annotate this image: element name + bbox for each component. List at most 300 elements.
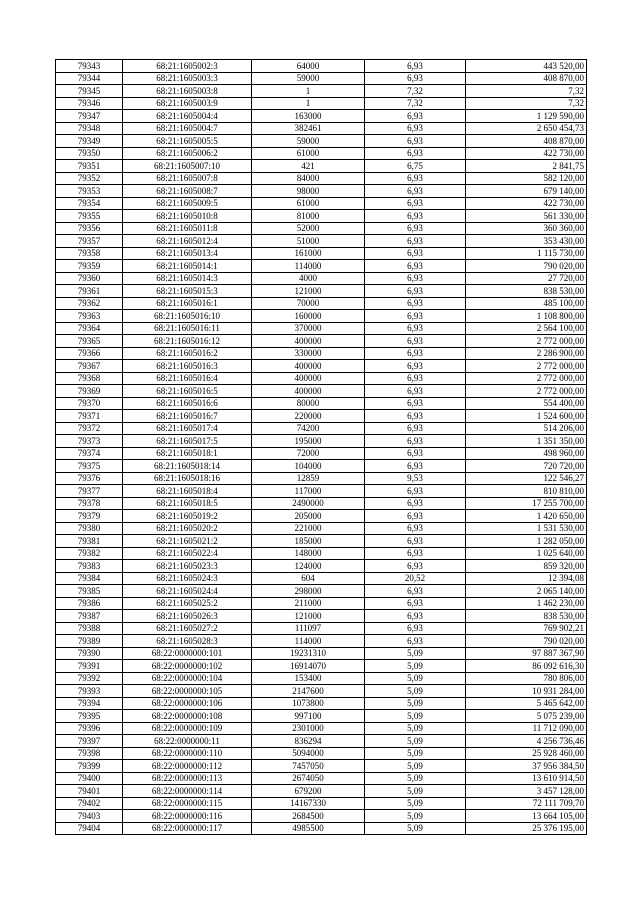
cadastral-number-cell: 68:21:1605016:5 <box>123 385 252 398</box>
table-row <box>56 547 587 560</box>
area-cell: 382461 <box>252 122 365 135</box>
table-row <box>56 535 587 548</box>
cadastral-number-cell: 68:21:1605007:10 <box>123 160 252 173</box>
rate-cell: 6,93 <box>365 272 466 285</box>
table-row <box>56 285 587 298</box>
row-number-cell: 79379 <box>56 510 123 523</box>
row-number-cell: 79372 <box>56 422 123 435</box>
amount-cell: 2 772 000,00 <box>466 335 587 348</box>
row-number-cell: 79343 <box>56 60 123 73</box>
rate-cell: 7,32 <box>365 85 466 98</box>
area-cell: 400000 <box>252 385 365 398</box>
amount-cell: 10 931 284,00 <box>466 685 587 698</box>
amount-cell: 1 420 650,00 <box>466 510 587 523</box>
area-cell: 80000 <box>252 397 365 410</box>
cadastral-number-cell: 68:22:0000000:106 <box>123 697 252 710</box>
table-row <box>56 397 587 410</box>
rate-cell: 6,93 <box>365 547 466 560</box>
amount-cell: 859 320,00 <box>466 560 587 573</box>
cadastral-number-cell: 68:22:0000000:102 <box>123 660 252 673</box>
table-row <box>56 735 587 748</box>
table-row <box>56 372 587 385</box>
amount-cell: 353 430,00 <box>466 235 587 248</box>
row-number-cell: 79398 <box>56 747 123 760</box>
table-row <box>56 172 587 185</box>
amount-cell: 1 282 050,00 <box>466 535 587 548</box>
table-row <box>56 360 587 373</box>
area-cell: 185000 <box>252 535 365 548</box>
amount-cell: 408 870,00 <box>466 72 587 85</box>
table-row <box>56 135 587 148</box>
table-row <box>56 810 587 823</box>
area-cell: 211000 <box>252 597 365 610</box>
amount-cell: 1 115 730,00 <box>466 247 587 260</box>
rate-cell: 6,93 <box>365 72 466 85</box>
rate-cell: 5,09 <box>365 822 466 835</box>
cadastral-number-cell: 68:22:0000000:114 <box>123 785 252 798</box>
row-number-cell: 79387 <box>56 610 123 623</box>
row-number-cell: 79388 <box>56 622 123 635</box>
area-cell: 121000 <box>252 285 365 298</box>
cadastral-number-cell: 68:21:1605018:16 <box>123 472 252 485</box>
rate-cell: 5,09 <box>365 797 466 810</box>
amount-cell: 1 108 800,00 <box>466 310 587 323</box>
row-number-cell: 79353 <box>56 185 123 198</box>
rate-cell: 5,09 <box>365 810 466 823</box>
row-number-cell: 79381 <box>56 535 123 548</box>
rate-cell: 5,09 <box>365 697 466 710</box>
table-row <box>56 222 587 235</box>
table-row <box>56 422 587 435</box>
area-cell: 59000 <box>252 135 365 148</box>
rate-cell: 6,93 <box>365 297 466 310</box>
amount-cell: 838 530,00 <box>466 610 587 623</box>
cadastral-number-cell: 68:22:0000000:113 <box>123 772 252 785</box>
amount-cell: 498 960,00 <box>466 447 587 460</box>
area-cell: 121000 <box>252 610 365 623</box>
table-row <box>56 797 587 810</box>
cadastral-number-cell: 68:22:0000000:110 <box>123 747 252 760</box>
area-cell: 298000 <box>252 585 365 598</box>
amount-cell: 554 400,00 <box>466 397 587 410</box>
cadastral-number-cell: 68:21:1605012:4 <box>123 235 252 248</box>
rate-cell: 6,93 <box>365 585 466 598</box>
table-row <box>56 760 587 773</box>
row-number-cell: 79394 <box>56 697 123 710</box>
row-number-cell: 79359 <box>56 260 123 273</box>
area-cell: 19231310 <box>252 647 365 660</box>
rate-cell: 6,93 <box>365 147 466 160</box>
area-cell: 997100 <box>252 710 365 723</box>
row-number-cell: 79391 <box>56 660 123 673</box>
amount-cell: 25 376 195,00 <box>466 822 587 835</box>
row-number-cell: 79370 <box>56 397 123 410</box>
table-row <box>56 410 587 423</box>
table-row <box>56 185 587 198</box>
rate-cell: 6,93 <box>365 360 466 373</box>
row-number-cell: 79401 <box>56 785 123 798</box>
rate-cell: 6,93 <box>365 460 466 473</box>
amount-cell: 561 330,00 <box>466 210 587 223</box>
amount-cell: 7,32 <box>466 97 587 110</box>
row-number-cell: 79375 <box>56 460 123 473</box>
amount-cell: 485 100,00 <box>466 297 587 310</box>
amount-cell: 1 524 600,00 <box>466 410 587 423</box>
table-row <box>56 447 587 460</box>
row-number-cell: 79396 <box>56 722 123 735</box>
cadastral-number-cell: 68:21:1605017:4 <box>123 422 252 435</box>
amount-cell: 810 810,00 <box>466 485 587 498</box>
area-cell: 604 <box>252 572 365 585</box>
cadastral-number-cell: 68:21:1605002:3 <box>123 60 252 73</box>
row-number-cell: 79403 <box>56 810 123 823</box>
amount-cell: 1 531 530,00 <box>466 522 587 535</box>
row-number-cell: 79383 <box>56 560 123 573</box>
row-number-cell: 79352 <box>56 172 123 185</box>
table-row <box>56 772 587 785</box>
rate-cell: 5,09 <box>365 785 466 798</box>
rate-cell: 5,09 <box>365 647 466 660</box>
rate-cell: 6,93 <box>365 185 466 198</box>
rate-cell: 6,93 <box>365 435 466 448</box>
cadastral-number-cell: 68:21:1605025:2 <box>123 597 252 610</box>
area-cell: 221000 <box>252 522 365 535</box>
amount-cell: 13 610 914,50 <box>466 772 587 785</box>
row-number-cell: 79364 <box>56 322 123 335</box>
area-cell: 114000 <box>252 260 365 273</box>
table-row <box>56 435 587 448</box>
cadastral-number-cell: 68:21:1605016:10 <box>123 310 252 323</box>
table-row <box>56 247 587 260</box>
cadastral-number-cell: 68:21:1605006:2 <box>123 147 252 160</box>
area-cell: 160000 <box>252 310 365 323</box>
row-number-cell: 79361 <box>56 285 123 298</box>
amount-cell: 2 772 000,00 <box>466 385 587 398</box>
area-cell: 161000 <box>252 247 365 260</box>
row-number-cell: 79360 <box>56 272 123 285</box>
table-row <box>56 347 587 360</box>
table-row <box>56 147 587 160</box>
row-number-cell: 79365 <box>56 335 123 348</box>
row-number-cell: 79368 <box>56 372 123 385</box>
area-cell: 72000 <box>252 447 365 460</box>
amount-cell: 1 129 590,00 <box>466 110 587 123</box>
amount-cell: 12 394,08 <box>466 572 587 585</box>
cadastral-number-cell: 68:21:1605022:4 <box>123 547 252 560</box>
row-number-cell: 79358 <box>56 247 123 260</box>
amount-cell: 769 902,21 <box>466 622 587 635</box>
area-cell: 1073800 <box>252 697 365 710</box>
area-cell: 148000 <box>252 547 365 560</box>
rate-cell: 5,09 <box>365 760 466 773</box>
cadastral-number-cell: 68:22:0000000:112 <box>123 760 252 773</box>
table-row <box>56 597 587 610</box>
amount-cell: 2 772 000,00 <box>466 360 587 373</box>
row-number-cell: 79380 <box>56 522 123 535</box>
rate-cell: 6,93 <box>365 610 466 623</box>
cadastral-number-cell: 68:22:0000000:108 <box>123 710 252 723</box>
amount-cell: 5 075 239,00 <box>466 710 587 723</box>
rate-cell: 6,93 <box>365 447 466 460</box>
cadastral-number-cell: 68:22:0000000:101 <box>123 647 252 660</box>
row-number-cell: 79362 <box>56 297 123 310</box>
cadastral-number-cell: 68:21:1605019:2 <box>123 510 252 523</box>
cadastral-number-cell: 68:22:0000000:109 <box>123 722 252 735</box>
row-number-cell: 79354 <box>56 197 123 210</box>
rate-cell: 5,09 <box>365 672 466 685</box>
amount-cell: 443 520,00 <box>466 60 587 73</box>
area-cell: 195000 <box>252 435 365 448</box>
amount-cell: 360 360,00 <box>466 222 587 235</box>
table-row <box>56 60 587 73</box>
table-row <box>56 297 587 310</box>
rate-cell: 6,93 <box>365 247 466 260</box>
table-row <box>56 460 587 473</box>
area-cell: 400000 <box>252 372 365 385</box>
rate-cell: 6,93 <box>365 497 466 510</box>
area-cell: 61000 <box>252 197 365 210</box>
amount-cell: 17 255 700,00 <box>466 497 587 510</box>
area-cell: 400000 <box>252 335 365 348</box>
row-number-cell: 79393 <box>56 685 123 698</box>
cadastral-number-cell: 68:22:0000000:115 <box>123 797 252 810</box>
amount-cell: 582 120,00 <box>466 172 587 185</box>
area-cell: 12859 <box>252 472 365 485</box>
table-row <box>56 522 587 535</box>
amount-cell: 2 650 454,73 <box>466 122 587 135</box>
cadastral-number-cell: 68:21:1605016:11 <box>123 322 252 335</box>
amount-cell: 4 256 736,46 <box>466 735 587 748</box>
table-row <box>56 710 587 723</box>
amount-cell: 2 772 000,00 <box>466 372 587 385</box>
area-cell: 421 <box>252 160 365 173</box>
cadastral-number-cell: 68:21:1605010:8 <box>123 210 252 223</box>
amount-cell: 838 530,00 <box>466 285 587 298</box>
rate-cell: 6,75 <box>365 160 466 173</box>
amount-cell: 7,32 <box>466 85 587 98</box>
table-row <box>56 660 587 673</box>
area-cell: 81000 <box>252 210 365 223</box>
area-cell: 163000 <box>252 110 365 123</box>
cadastral-number-cell: 68:21:1605008:7 <box>123 185 252 198</box>
amount-cell: 2 564 100,00 <box>466 322 587 335</box>
area-cell: 1 <box>252 85 365 98</box>
row-number-cell: 79374 <box>56 447 123 460</box>
table-row <box>56 322 587 335</box>
cadastral-number-cell: 68:21:1605016:2 <box>123 347 252 360</box>
area-cell: 5094000 <box>252 747 365 760</box>
row-number-cell: 79395 <box>56 710 123 723</box>
row-number-cell: 79348 <box>56 122 123 135</box>
table-row <box>56 272 587 285</box>
area-cell: 51000 <box>252 235 365 248</box>
amount-cell: 422 730,00 <box>466 147 587 160</box>
row-number-cell: 79363 <box>56 310 123 323</box>
rate-cell: 6,93 <box>365 385 466 398</box>
amount-cell: 780 806,00 <box>466 672 587 685</box>
area-cell: 400000 <box>252 360 365 373</box>
cadastral-number-cell: 68:21:1605004:4 <box>123 110 252 123</box>
area-cell: 84000 <box>252 172 365 185</box>
rate-cell: 6,93 <box>365 635 466 648</box>
area-cell: 74200 <box>252 422 365 435</box>
amount-cell: 679 140,00 <box>466 185 587 198</box>
cadastral-number-cell: 68:21:1605016:4 <box>123 372 252 385</box>
cadastral-number-cell: 68:21:1605016:7 <box>123 410 252 423</box>
amount-cell: 25 928 460,00 <box>466 747 587 760</box>
amount-cell: 13 664 105,00 <box>466 810 587 823</box>
row-number-cell: 79366 <box>56 347 123 360</box>
rate-cell: 6,93 <box>365 222 466 235</box>
cadastral-number-cell: 68:21:1605018:5 <box>123 497 252 510</box>
data-table <box>55 59 587 835</box>
cadastral-number-cell: 68:21:1605018:14 <box>123 460 252 473</box>
rate-cell: 6,93 <box>365 135 466 148</box>
area-cell: 2301000 <box>252 722 365 735</box>
cadastral-number-cell: 68:22:0000000:116 <box>123 810 252 823</box>
area-cell: 679200 <box>252 785 365 798</box>
table-row <box>56 72 587 85</box>
area-cell: 1 <box>252 97 365 110</box>
rate-cell: 6,93 <box>365 122 466 135</box>
rate-cell: 5,09 <box>365 660 466 673</box>
row-number-cell: 79382 <box>56 547 123 560</box>
area-cell: 2490000 <box>252 497 365 510</box>
cadastral-number-cell: 68:22:0000000:104 <box>123 672 252 685</box>
amount-cell: 86 092 616,30 <box>466 660 587 673</box>
row-number-cell: 79385 <box>56 585 123 598</box>
row-number-cell: 79378 <box>56 497 123 510</box>
row-number-cell: 79399 <box>56 760 123 773</box>
cadastral-number-cell: 68:21:1605021:2 <box>123 535 252 548</box>
area-cell: 153400 <box>252 672 365 685</box>
row-number-cell: 79346 <box>56 97 123 110</box>
rate-cell: 6,93 <box>365 485 466 498</box>
cadastral-number-cell: 68:21:1605018:4 <box>123 485 252 498</box>
rate-cell: 6,93 <box>365 535 466 548</box>
area-cell: 370000 <box>252 322 365 335</box>
row-number-cell: 79344 <box>56 72 123 85</box>
row-number-cell: 79349 <box>56 135 123 148</box>
cadastral-number-cell: 68:21:1605016:6 <box>123 397 252 410</box>
table-row <box>56 572 587 585</box>
table-row <box>56 822 587 835</box>
cadastral-number-cell: 68:22:0000000:105 <box>123 685 252 698</box>
rate-cell: 6,93 <box>365 335 466 348</box>
area-cell: 836294 <box>252 735 365 748</box>
table-row <box>56 610 587 623</box>
cadastral-number-cell: 68:22:0000000:117 <box>123 822 252 835</box>
rate-cell: 6,93 <box>365 597 466 610</box>
table-row <box>56 472 587 485</box>
rate-cell: 6,93 <box>365 347 466 360</box>
table-row <box>56 647 587 660</box>
rate-cell: 7,32 <box>365 97 466 110</box>
cadastral-number-cell: 68:21:1605016:1 <box>123 297 252 310</box>
area-cell: 70000 <box>252 297 365 310</box>
row-number-cell: 79355 <box>56 210 123 223</box>
area-cell: 104000 <box>252 460 365 473</box>
cadastral-number-cell: 68:21:1605009:5 <box>123 197 252 210</box>
area-cell: 4000 <box>252 272 365 285</box>
row-number-cell: 79402 <box>56 797 123 810</box>
row-number-cell: 79345 <box>56 85 123 98</box>
row-number-cell: 79377 <box>56 485 123 498</box>
amount-cell: 5 465 642,00 <box>466 697 587 710</box>
rate-cell: 5,09 <box>365 722 466 735</box>
row-number-cell: 79389 <box>56 635 123 648</box>
table-row <box>56 497 587 510</box>
amount-cell: 11 712 090,00 <box>466 722 587 735</box>
cadastral-number-cell: 68:21:1605004:7 <box>123 122 252 135</box>
table-row <box>56 385 587 398</box>
table-row <box>56 747 587 760</box>
rate-cell: 9,53 <box>365 472 466 485</box>
cadastral-number-cell: 68:21:1605028:3 <box>123 635 252 648</box>
cadastral-number-cell: 68:21:1605026:3 <box>123 610 252 623</box>
table-row <box>56 697 587 710</box>
table-row <box>56 97 587 110</box>
row-number-cell: 79392 <box>56 672 123 685</box>
area-cell: 330000 <box>252 347 365 360</box>
amount-cell: 2 065 140,00 <box>466 585 587 598</box>
table-row <box>56 722 587 735</box>
rate-cell: 6,93 <box>365 60 466 73</box>
cadastral-number-cell: 68:21:1605003:8 <box>123 85 252 98</box>
cadastral-number-cell: 68:21:1605016:12 <box>123 335 252 348</box>
cadastral-number-cell: 68:21:1605003:3 <box>123 72 252 85</box>
table-row <box>56 110 587 123</box>
cadastral-number-cell: 68:21:1605003:9 <box>123 97 252 110</box>
amount-cell: 1 025 640,00 <box>466 547 587 560</box>
rate-cell: 6,93 <box>365 522 466 535</box>
table-row <box>56 510 587 523</box>
area-cell: 59000 <box>252 72 365 85</box>
amount-cell: 422 730,00 <box>466 197 587 210</box>
area-cell: 205000 <box>252 510 365 523</box>
rate-cell: 6,93 <box>365 260 466 273</box>
rate-cell: 6,93 <box>365 372 466 385</box>
area-cell: 4985500 <box>252 822 365 835</box>
rate-cell: 6,93 <box>365 197 466 210</box>
row-number-cell: 79400 <box>56 772 123 785</box>
rate-cell: 6,93 <box>365 622 466 635</box>
rate-cell: 6,93 <box>365 322 466 335</box>
row-number-cell: 79356 <box>56 222 123 235</box>
amount-cell: 408 870,00 <box>466 135 587 148</box>
area-cell: 114000 <box>252 635 365 648</box>
row-number-cell: 79369 <box>56 385 123 398</box>
amount-cell: 790 020,00 <box>466 260 587 273</box>
rate-cell: 20,52 <box>365 572 466 585</box>
area-cell: 111097 <box>252 622 365 635</box>
cadastral-number-cell: 68:21:1605020:2 <box>123 522 252 535</box>
cadastral-number-cell: 68:21:1605007:8 <box>123 172 252 185</box>
table-row <box>56 585 587 598</box>
table-body <box>56 60 587 835</box>
cadastral-number-cell: 68:21:1605018:1 <box>123 447 252 460</box>
rate-cell: 6,93 <box>365 397 466 410</box>
table-row <box>56 335 587 348</box>
area-cell: 2684500 <box>252 810 365 823</box>
table-row <box>56 122 587 135</box>
rate-cell: 5,09 <box>365 747 466 760</box>
cadastral-number-cell: 68:21:1605011:8 <box>123 222 252 235</box>
row-number-cell: 79384 <box>56 572 123 585</box>
rate-cell: 6,93 <box>365 422 466 435</box>
amount-cell: 790 020,00 <box>466 635 587 648</box>
row-number-cell: 79404 <box>56 822 123 835</box>
